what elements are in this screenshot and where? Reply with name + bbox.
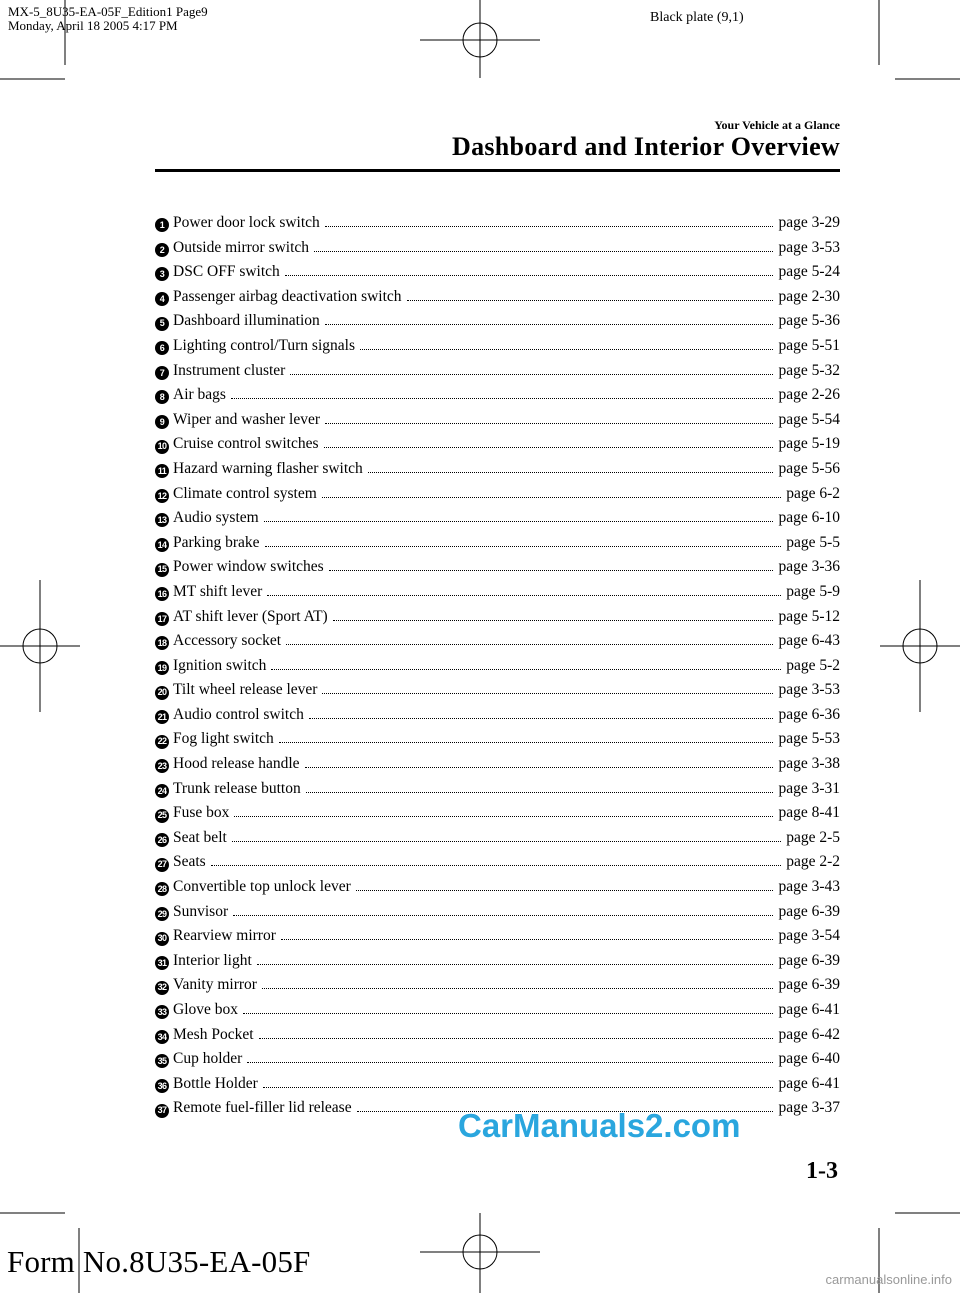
dot-leader bbox=[290, 374, 773, 375]
toc-item-label: Glove box bbox=[173, 1001, 239, 1018]
number-badge-icon: 1 bbox=[155, 218, 169, 232]
toc-item-label: Cruise control switches bbox=[173, 435, 319, 453]
dot-leader bbox=[232, 841, 781, 842]
number-badge-icon: 36 bbox=[155, 1079, 169, 1093]
toc-item[interactable] bbox=[155, 629, 840, 654]
dot-leader bbox=[234, 816, 773, 817]
number-badge-icon: 35 bbox=[155, 1054, 169, 1068]
toc-item[interactable] bbox=[155, 285, 840, 310]
dot-leader bbox=[243, 1013, 773, 1014]
number-badge-icon: 27 bbox=[155, 858, 169, 872]
toc-item-label: Seat belt bbox=[173, 828, 227, 846]
toc-item-label: Instrument cluster bbox=[173, 361, 286, 379]
number-badge-icon: 16 bbox=[155, 587, 169, 601]
toc-item[interactable] bbox=[155, 998, 840, 1023]
toc-page-ref: page 6-41 bbox=[778, 1001, 840, 1018]
toc-page-ref: page 3-53 bbox=[778, 238, 840, 256]
toc-item-label: Fog light switch bbox=[173, 730, 274, 748]
dot-leader bbox=[271, 669, 781, 670]
toc-item[interactable] bbox=[155, 359, 840, 384]
toc-item-label: Hood release handle bbox=[173, 755, 300, 773]
dot-leader bbox=[305, 767, 774, 768]
toc-item[interactable] bbox=[155, 703, 840, 728]
toc-page-ref: page 6-39 bbox=[778, 902, 840, 920]
toc-item-label: Power door lock switch bbox=[173, 214, 320, 231]
dot-leader bbox=[325, 423, 773, 424]
toc-item-label: Audio system bbox=[173, 509, 259, 527]
toc-item[interactable] bbox=[155, 211, 840, 236]
toc-item-label: Seats bbox=[173, 853, 206, 871]
dot-leader bbox=[306, 792, 774, 793]
toc-item-label: Air bags bbox=[173, 386, 226, 404]
toc-item-label: DSC OFF switch bbox=[173, 263, 280, 281]
toc-item[interactable] bbox=[155, 752, 840, 777]
toc-item[interactable] bbox=[155, 432, 840, 457]
toc-page-ref: page 6-10 bbox=[778, 509, 840, 527]
toc-item[interactable] bbox=[155, 875, 840, 900]
number-badge-icon: 7 bbox=[155, 366, 169, 380]
toc-item-label: MT shift lever bbox=[173, 582, 263, 600]
toc-item[interactable] bbox=[155, 383, 840, 408]
toc-item[interactable] bbox=[155, 408, 840, 433]
toc-item-label: Passenger airbag deactivation switch bbox=[173, 287, 402, 305]
number-badge-icon: 31 bbox=[155, 956, 169, 970]
dot-leader bbox=[259, 1038, 774, 1039]
toc-page-ref: page 6-39 bbox=[778, 951, 840, 969]
number-badge-icon: 9 bbox=[155, 415, 169, 429]
toc-item[interactable] bbox=[155, 334, 840, 359]
toc-item[interactable] bbox=[155, 1023, 840, 1048]
toc-item-label: Lighting control/Turn signals bbox=[173, 336, 355, 354]
dot-leader bbox=[329, 570, 774, 571]
toc-page-ref: page 8-41 bbox=[778, 804, 840, 822]
number-badge-icon: 29 bbox=[155, 907, 169, 921]
toc-page-ref: page 6-36 bbox=[778, 705, 840, 723]
dot-leader bbox=[231, 398, 774, 399]
dot-leader bbox=[309, 718, 774, 719]
toc-item[interactable] bbox=[155, 900, 840, 925]
toc-page-ref: page 2-5 bbox=[786, 828, 840, 846]
toc-page-ref: page 5-12 bbox=[778, 607, 840, 625]
toc-item[interactable] bbox=[155, 1072, 840, 1097]
toc-item-label: Interior light bbox=[173, 951, 252, 969]
toc-item[interactable] bbox=[155, 309, 840, 334]
toc-item-label: Wiper and washer lever bbox=[173, 410, 320, 428]
dot-leader bbox=[262, 988, 774, 989]
number-badge-icon: 2 bbox=[155, 243, 169, 257]
toc-item-label: Power window switches bbox=[173, 558, 324, 576]
form-number: Form No.8U35-EA-05F bbox=[7, 1244, 311, 1279]
toc-page-ref: page 6-40 bbox=[778, 1050, 840, 1068]
toc-item-label: Vanity mirror bbox=[173, 976, 257, 994]
dot-leader bbox=[265, 546, 782, 547]
number-badge-icon: 33 bbox=[155, 1005, 169, 1019]
toc-item-label: Trunk release button bbox=[173, 779, 301, 797]
toc-page-ref: page 5-24 bbox=[778, 263, 840, 281]
number-badge-icon: 12 bbox=[155, 489, 169, 503]
toc-item-label: Dashboard illumination bbox=[173, 312, 320, 330]
number-badge-icon: 4 bbox=[155, 292, 169, 306]
dot-leader bbox=[333, 620, 774, 621]
print-file-line: MX-5_8U35-EA-05F_Edition1 Page9 bbox=[8, 4, 208, 19]
number-badge-icon: 24 bbox=[155, 784, 169, 798]
toc-page-ref: page 2-26 bbox=[778, 386, 840, 404]
toc-item[interactable] bbox=[155, 506, 840, 531]
number-badge-icon: 3 bbox=[155, 267, 169, 281]
dot-leader bbox=[247, 1062, 773, 1063]
section-label: Your Vehicle at a Glance bbox=[714, 118, 840, 132]
toc-page-ref: page 5-5 bbox=[786, 533, 840, 551]
toc-page-ref: page 3-36 bbox=[778, 558, 840, 576]
toc-item-label: Mesh Pocket bbox=[173, 1025, 254, 1043]
number-badge-icon: 5 bbox=[155, 317, 169, 331]
number-badge-icon: 30 bbox=[155, 932, 169, 946]
dot-leader bbox=[285, 275, 774, 276]
dot-leader bbox=[264, 521, 774, 522]
toc-item-label: Climate control system bbox=[173, 484, 317, 502]
toc-item-label: Audio control switch bbox=[173, 705, 304, 723]
number-badge-icon: 15 bbox=[155, 563, 169, 577]
toc-item-label: Parking brake bbox=[173, 533, 260, 551]
toc-item[interactable] bbox=[155, 850, 840, 875]
number-badge-icon: 13 bbox=[155, 513, 169, 527]
toc-page-ref: page 3-53 bbox=[778, 681, 840, 699]
toc-item-label: Bottle Holder bbox=[173, 1074, 258, 1092]
toc-item-label: Fuse box bbox=[173, 804, 230, 822]
toc-item[interactable] bbox=[155, 801, 840, 826]
number-badge-icon: 18 bbox=[155, 636, 169, 650]
toc-page-ref: page 5-54 bbox=[778, 410, 840, 428]
toc-item-label: AT shift lever (Sport AT) bbox=[173, 607, 328, 625]
dot-leader bbox=[263, 1087, 774, 1088]
toc-page-ref: page 5-32 bbox=[778, 361, 840, 379]
toc-page-ref: page 6-2 bbox=[786, 484, 840, 502]
number-badge-icon: 26 bbox=[155, 833, 169, 847]
dot-leader bbox=[324, 447, 774, 448]
toc-page-ref: page 2-2 bbox=[786, 853, 840, 871]
toc-page-ref: page 6-41 bbox=[778, 1074, 840, 1092]
dot-leader bbox=[360, 349, 773, 350]
number-badge-icon: 8 bbox=[155, 390, 169, 404]
print-date-line: Monday, April 18 2005 4:17 PM bbox=[8, 18, 178, 33]
toc-item-label: Tilt wheel release lever bbox=[173, 681, 318, 699]
dot-leader bbox=[267, 595, 781, 596]
toc-item[interactable] bbox=[155, 654, 840, 679]
site-url[interactable]: carmanualsonline.info bbox=[825, 1272, 952, 1287]
toc-item[interactable] bbox=[155, 260, 840, 285]
dot-leader bbox=[407, 300, 774, 301]
toc-item[interactable] bbox=[155, 949, 840, 974]
number-badge-icon: 19 bbox=[155, 661, 169, 675]
dot-leader bbox=[368, 472, 774, 473]
dot-leader bbox=[257, 964, 774, 965]
toc-item[interactable] bbox=[155, 482, 840, 507]
watermark-logo[interactable]: CarManuals2.com bbox=[458, 1107, 741, 1144]
toc-page-ref: page 5-36 bbox=[778, 312, 840, 330]
toc-item[interactable] bbox=[155, 727, 840, 752]
toc-page-ref: page 6-42 bbox=[778, 1025, 840, 1043]
dot-leader bbox=[279, 742, 774, 743]
number-badge-icon: 32 bbox=[155, 981, 169, 995]
toc-page-ref: page 5-53 bbox=[778, 730, 840, 748]
toc-item[interactable] bbox=[155, 555, 840, 580]
dot-leader bbox=[356, 890, 774, 891]
toc-item[interactable] bbox=[155, 236, 840, 261]
component-index-list bbox=[155, 211, 840, 1121]
toc-page-ref: page 3-37 bbox=[778, 1099, 840, 1117]
dot-leader bbox=[322, 693, 773, 694]
number-badge-icon: 28 bbox=[155, 882, 169, 896]
number-badge-icon: 34 bbox=[155, 1030, 169, 1044]
page-number: 1-3 bbox=[806, 1158, 838, 1184]
toc-page-ref: page 3-54 bbox=[778, 927, 840, 945]
dot-leader bbox=[314, 251, 773, 252]
number-badge-icon: 25 bbox=[155, 809, 169, 823]
dot-leader bbox=[211, 865, 781, 866]
number-badge-icon: 22 bbox=[155, 735, 169, 749]
toc-item[interactable] bbox=[155, 777, 840, 802]
number-badge-icon: 14 bbox=[155, 538, 169, 552]
toc-page-ref: page 5-9 bbox=[786, 582, 840, 600]
toc-item-label: Remote fuel-filler lid release bbox=[173, 1099, 352, 1117]
toc-item-label: Rearview mirror bbox=[173, 927, 276, 945]
toc-item[interactable] bbox=[155, 605, 840, 630]
dot-leader bbox=[325, 324, 774, 325]
toc-item-label: Outside mirror switch bbox=[173, 238, 310, 256]
dot-leader bbox=[233, 915, 773, 916]
toc-item[interactable] bbox=[155, 678, 840, 703]
toc-item[interactable] bbox=[155, 457, 840, 482]
toc-item[interactable] bbox=[155, 973, 840, 998]
toc-page-ref: page 3-29 bbox=[778, 214, 840, 231]
toc-page-ref: page 5-56 bbox=[778, 459, 840, 477]
toc-page-ref: page 3-43 bbox=[778, 878, 840, 896]
toc-item[interactable] bbox=[155, 580, 840, 605]
page-title: Dashboard and Interior Overview bbox=[452, 132, 840, 161]
toc-item-label: Convertible top unlock lever bbox=[173, 878, 351, 896]
number-badge-icon: 11 bbox=[155, 464, 169, 478]
number-badge-icon: 37 bbox=[155, 1104, 169, 1118]
dot-leader bbox=[286, 644, 773, 645]
number-badge-icon: 10 bbox=[155, 440, 169, 454]
toc-page-ref: page 3-31 bbox=[778, 779, 840, 797]
title-rule bbox=[155, 169, 840, 172]
number-badge-icon: 20 bbox=[155, 686, 169, 700]
number-badge-icon: 21 bbox=[155, 710, 169, 724]
dot-leader bbox=[281, 939, 774, 940]
toc-page-ref: page 5-19 bbox=[778, 435, 840, 453]
black-plate-label: Black plate (9,1) bbox=[650, 10, 744, 25]
toc-item-label: Ignition switch bbox=[173, 656, 267, 674]
toc-item-label: Hazard warning flasher switch bbox=[173, 459, 363, 477]
number-badge-icon: 23 bbox=[155, 759, 169, 773]
toc-page-ref: page 6-39 bbox=[778, 976, 840, 994]
toc-item-label: Accessory socket bbox=[173, 632, 282, 650]
toc-item[interactable] bbox=[155, 1047, 840, 1072]
toc-page-ref: page 2-30 bbox=[778, 287, 840, 305]
toc-page-ref: page 5-51 bbox=[778, 336, 840, 354]
toc-page-ref: page 5-2 bbox=[786, 656, 840, 674]
dot-leader bbox=[325, 226, 774, 227]
toc-page-ref: page 3-38 bbox=[778, 755, 840, 773]
toc-item[interactable] bbox=[155, 531, 840, 556]
number-badge-icon: 17 bbox=[155, 612, 169, 626]
toc-item-label: Cup holder bbox=[173, 1050, 243, 1068]
number-badge-icon: 6 bbox=[155, 341, 169, 355]
toc-item[interactable] bbox=[155, 924, 840, 949]
dot-leader bbox=[322, 497, 781, 498]
toc-item[interactable] bbox=[155, 826, 840, 851]
toc-page-ref: page 6-43 bbox=[778, 632, 840, 650]
toc-item-label: Sunvisor bbox=[173, 902, 229, 920]
